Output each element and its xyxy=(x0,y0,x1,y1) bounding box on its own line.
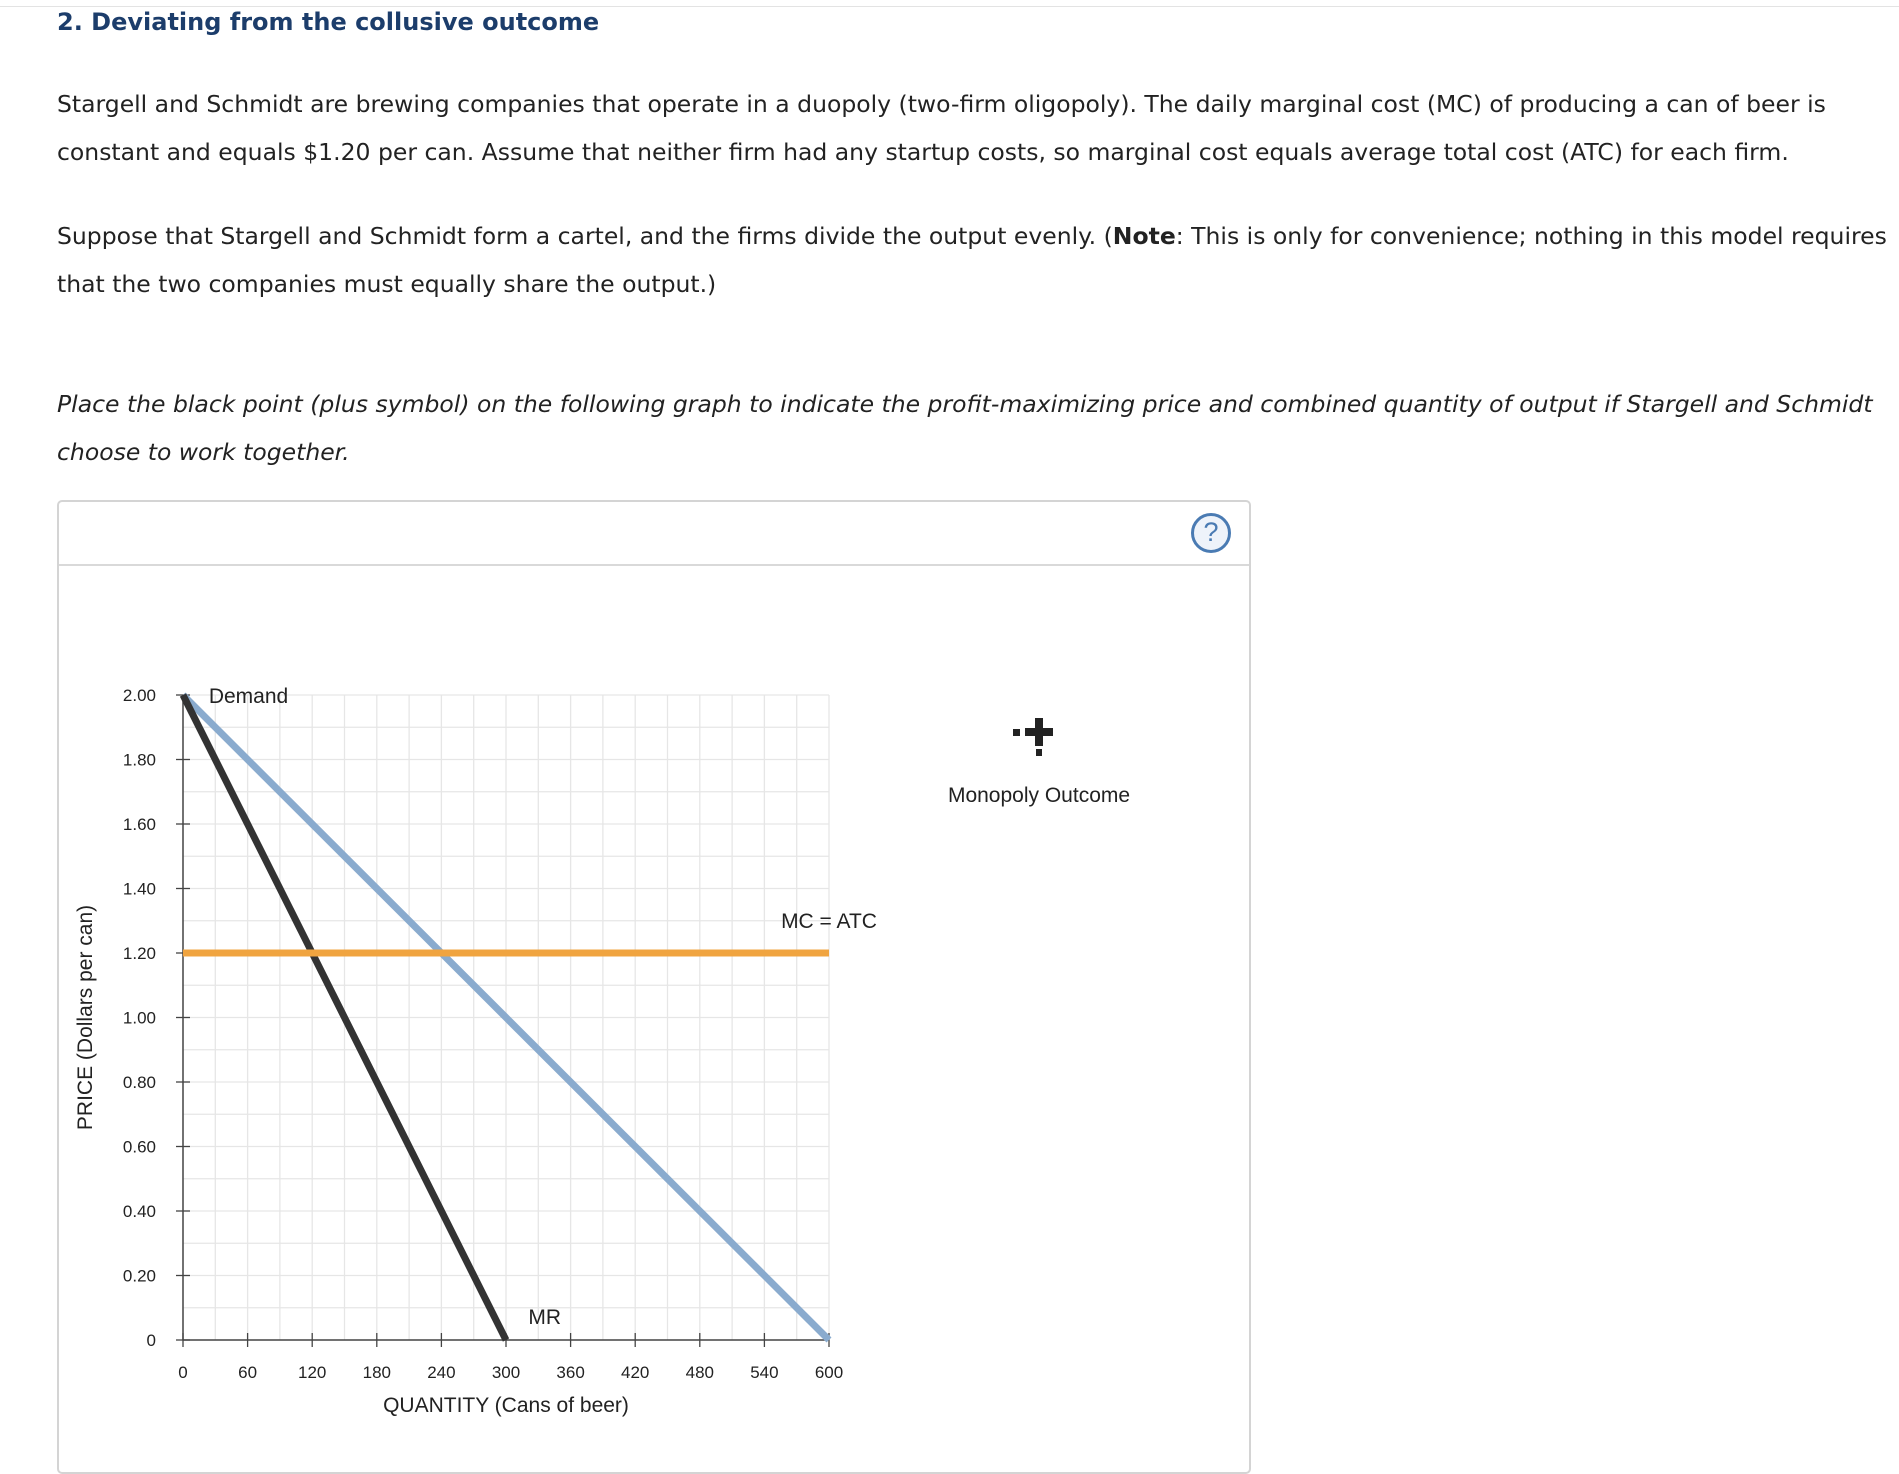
top-divider xyxy=(0,6,1899,7)
y-tick-label: 2.00 xyxy=(122,686,156,705)
instruction-text: Place the black point (plus symbol) on the following graph to indicate the profit-maximizing price and combined quantity of output if Stargell and Schmidt choose to work together. xyxy=(57,390,1873,466)
help-button[interactable]: ? xyxy=(1191,513,1231,553)
x-tick-label: 300 xyxy=(491,1363,521,1382)
x-tick-label: 360 xyxy=(556,1363,585,1382)
y-tick-label: 0 xyxy=(146,1331,156,1350)
plus-marker-icon xyxy=(1013,729,1020,736)
note-label: Note xyxy=(1112,222,1176,250)
y-tick-label: 0.20 xyxy=(122,1266,156,1286)
series-label-mr: MR xyxy=(528,1305,562,1329)
y-tick-label: 1.40 xyxy=(122,879,156,899)
supply-demand-graph[interactable] xyxy=(59,502,1249,1472)
y-tick-label: 0.80 xyxy=(122,1073,156,1092)
plus-marker-icon xyxy=(1025,728,1053,736)
y-tick-label: 0.40 xyxy=(122,1202,156,1221)
series-label-demand: Demand xyxy=(208,685,289,708)
y-tick-label: 1.80 xyxy=(122,750,156,770)
x-tick-label: 60 xyxy=(238,1363,258,1382)
y-tick-label: 1.20 xyxy=(122,944,156,963)
x-tick-label: 180 xyxy=(362,1363,391,1382)
monopoly-outcome-label: Monopoly Outcome xyxy=(947,784,1131,807)
x-tick-label: 480 xyxy=(685,1363,714,1382)
x-tick-label: 540 xyxy=(750,1363,779,1382)
x-axis-label: QUANTITY (Cans of beer) xyxy=(383,1394,629,1417)
x-tick-label: 420 xyxy=(621,1363,650,1382)
y-tick-label: 1.00 xyxy=(122,1008,156,1028)
x-tick-label: 240 xyxy=(427,1363,456,1382)
section-heading: 2. Deviating from the collusive outcome xyxy=(57,8,600,36)
graph-panel xyxy=(57,500,1251,1474)
y-tick-label: 0.60 xyxy=(122,1137,156,1157)
cartel-assumption xyxy=(57,212,1887,308)
series-label-mc-atc: MC = ATC xyxy=(781,910,877,933)
x-tick-label: 0 xyxy=(178,1363,188,1382)
cartel-assumption-text: Suppose that Stargell and Schmidt form a cartel, and the firms divide the output evenly. ( xyxy=(57,222,1113,250)
x-tick-label: 120 xyxy=(298,1363,327,1382)
x-tick-label: 600 xyxy=(814,1363,844,1382)
y-axis-label: PRICE (Dollars per can) xyxy=(74,904,97,1131)
problem-description: Stargell and Schmidt are brewing companies that operate in a duopoly (two-firm oligopoly). The daily marginal cost (MC) of producing a can of beer is constant and equals $1.20 per can. Assume that neither firm had any startup costs, so marginal cost equals average total cost (ATC) for each firm. xyxy=(57,90,1826,166)
y-tick-label: 1.60 xyxy=(122,815,156,834)
cartel-assumption-note: : This is only for convenience; nothing in this model requires that the two companies must equally share the output.) xyxy=(57,222,1887,298)
plus-marker-icon xyxy=(1036,749,1042,756)
monopoly-outcome-marker[interactable] xyxy=(1013,718,1053,756)
